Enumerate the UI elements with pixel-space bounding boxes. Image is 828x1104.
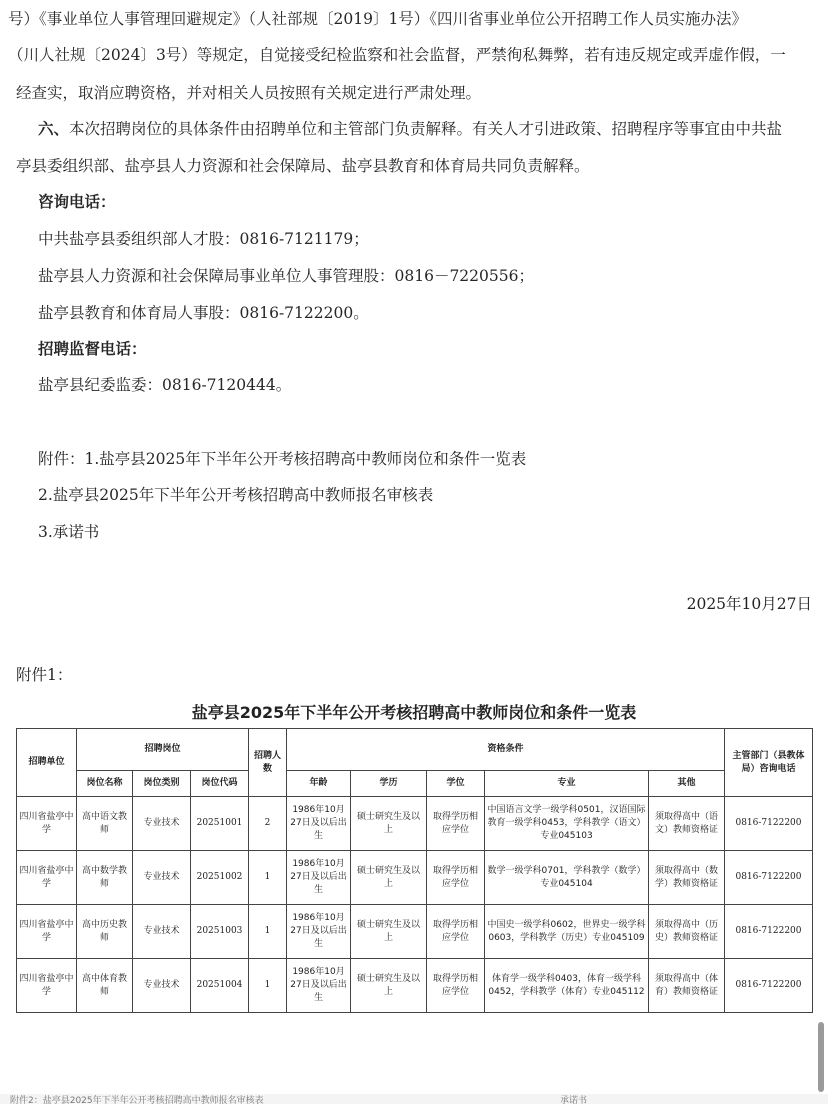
cell-degree: 取得学历相应学位: [427, 959, 485, 1013]
cell-major: 数学一级学科0701，学科教学（数学）专业045104: [485, 851, 649, 905]
document-date: 2025年10月27日: [686, 595, 812, 613]
cell-unit: 四川省盐亭中学: [17, 851, 77, 905]
cell-type: 专业技术: [133, 851, 191, 905]
cell-major: 中国语言文学一级学科0501，汉语国际教育一级学科0453，学科教学（语文）专业045103: [485, 797, 649, 851]
positions-table: [16, 728, 813, 1013]
attachment-line: 3.承诺书: [38, 523, 100, 541]
paragraph-line: 号）《事业单位人事管理回避规定》（人社部规〔2019〕1号）《四川省事业单位公开招聘工作人员实施办法》: [8, 10, 748, 28]
cell-name: 高中语文教师: [77, 797, 133, 851]
cell-unit: 四川省盐亭中学: [17, 959, 77, 1013]
consult-heading: 咨询电话：: [38, 193, 116, 211]
header-post: 招聘岗位: [77, 729, 249, 771]
cell-age: 1986年10月27日及以后出生: [287, 905, 351, 959]
cell-type: 专业技术: [133, 797, 191, 851]
header-degree: 学位: [427, 771, 485, 797]
table-row: [17, 959, 813, 1013]
scrollbar[interactable]: [818, 1022, 824, 1092]
header-post-name: 岗位名称: [77, 771, 133, 797]
header-post-type: 岗位类别: [133, 771, 191, 797]
header-other: 其他: [649, 771, 725, 797]
header-unit: 招聘单位: [17, 729, 77, 797]
cell-type: 专业技术: [133, 905, 191, 959]
cell-name: 高中体育教师: [77, 959, 133, 1013]
cell-type: 专业技术: [133, 959, 191, 1013]
header-edu: 学历: [351, 771, 427, 797]
phone-line: 盐亭县纪委监委：0816-7120444。: [38, 376, 292, 394]
header-dept: 主管部门（县教体局）咨询电话: [725, 729, 813, 797]
cell-count: 2: [249, 797, 287, 851]
cell-phone: 0816-7122200: [725, 851, 813, 905]
footer-bar: [0, 1094, 828, 1104]
phone-line: 盐亭县人力资源和社会保障局事业单位人事管理股：0816－7220556；: [38, 267, 534, 285]
table-title: 盐亭县2025年下半年公开考核招聘高中教师岗位和条件一览表: [191, 703, 637, 722]
cell-degree: 取得学历相应学位: [427, 905, 485, 959]
cell-edu: 硕士研究生及以上: [351, 905, 427, 959]
cell-other: 须取得高中（语文）教师资格证: [649, 797, 725, 851]
cell-other: 须取得高中（数学）教师资格证: [649, 851, 725, 905]
cell-age: 1986年10月27日及以后出生: [287, 959, 351, 1013]
cell-count: 1: [249, 959, 287, 1013]
paragraph-line: [38, 118, 782, 140]
header-row: [17, 771, 813, 797]
cell-edu: 硕士研究生及以上: [351, 851, 427, 905]
attachment-line: 2.盐亭县2025年下半年公开考核招聘高中教师报名审核表: [38, 486, 434, 504]
header-count: 招聘人数: [249, 729, 287, 797]
cell-unit: 四川省盐亭中学: [17, 797, 77, 851]
section-text: 本次招聘岗位的具体条件由招聘单位和主管部门负责解释。有关人才引进政策、招聘程序等事宜由中共盐: [69, 120, 783, 138]
cell-degree: 取得学历相应学位: [427, 797, 485, 851]
cell-code: 20251004: [191, 959, 249, 1013]
cell-code: 20251002: [191, 851, 249, 905]
phone-line: 盐亭县教育和体育局人事股：0816-7122200。: [38, 304, 369, 322]
header-conditions: 资格条件: [287, 729, 725, 771]
attachment-line: 附件：1.盐亭县2025年下半年公开考核招聘高中教师岗位和条件一览表: [38, 450, 527, 468]
cell-age: 1986年10月27日及以后出生: [287, 797, 351, 851]
cell-unit: 四川省盐亭中学: [17, 905, 77, 959]
cell-other: 须取得高中（历史）教师资格证: [649, 905, 725, 959]
cell-code: 20251003: [191, 905, 249, 959]
cell-phone: 0816-7122200: [725, 797, 813, 851]
phone-line: 中共盐亭县委组织部人才股：0816-7121179；: [38, 230, 369, 248]
cell-code: 20251001: [191, 797, 249, 851]
cell-age: 1986年10月27日及以后出生: [287, 851, 351, 905]
footer-text: 附件2：盐亭县2025年下半年公开考核招聘高中教师报名审核表: [10, 1096, 264, 1104]
header-row: [17, 729, 813, 771]
paragraph-line: （川人社规〔2024〕3号）等规定，自觉接受纪检监察和社会监督，严禁徇私舞弊，若有违反规定或弄虚作假，一: [8, 46, 786, 64]
cell-phone: 0816-7122200: [725, 959, 813, 1013]
header-major: 专业: [485, 771, 649, 797]
cell-count: 1: [249, 851, 287, 905]
cell-major: 中国史一级学科0602，世界史一级学科0603，学科教学（历史）专业045109: [485, 905, 649, 959]
table-row: [17, 905, 813, 959]
cell-other: 须取得高中（体育）教师资格证: [649, 959, 725, 1013]
cell-edu: 硕士研究生及以上: [351, 797, 427, 851]
header-post-code: 岗位代码: [191, 771, 249, 797]
header-age: 年龄: [287, 771, 351, 797]
cell-degree: 取得学历相应学位: [427, 851, 485, 905]
table-row: [17, 797, 813, 851]
cell-name: 高中数学教师: [77, 851, 133, 905]
supervise-heading: 招聘监督电话：: [38, 340, 147, 358]
cell-phone: 0816-7122200: [725, 905, 813, 959]
cell-major: 体育学一级学科0403，体育一级学科0452，学科教学（体育）专业045112: [485, 959, 649, 1013]
footer-text: 承诺书: [560, 1096, 588, 1104]
table-row: [17, 851, 813, 905]
paragraph-line: 经查实，取消应聘资格，并对相关人员按照有关规定进行严肃处理。: [16, 84, 482, 102]
cell-count: 1: [249, 905, 287, 959]
cell-edu: 硕士研究生及以上: [351, 959, 427, 1013]
cell-name: 高中历史教师: [77, 905, 133, 959]
paragraph-line: 亭县委组织部、盐亭县人力资源和社会保障局、盐亭县教育和体育局共同负责解释。: [16, 157, 590, 175]
section-number: 六、: [38, 120, 70, 138]
appendix-label: 附件1：: [16, 666, 73, 684]
